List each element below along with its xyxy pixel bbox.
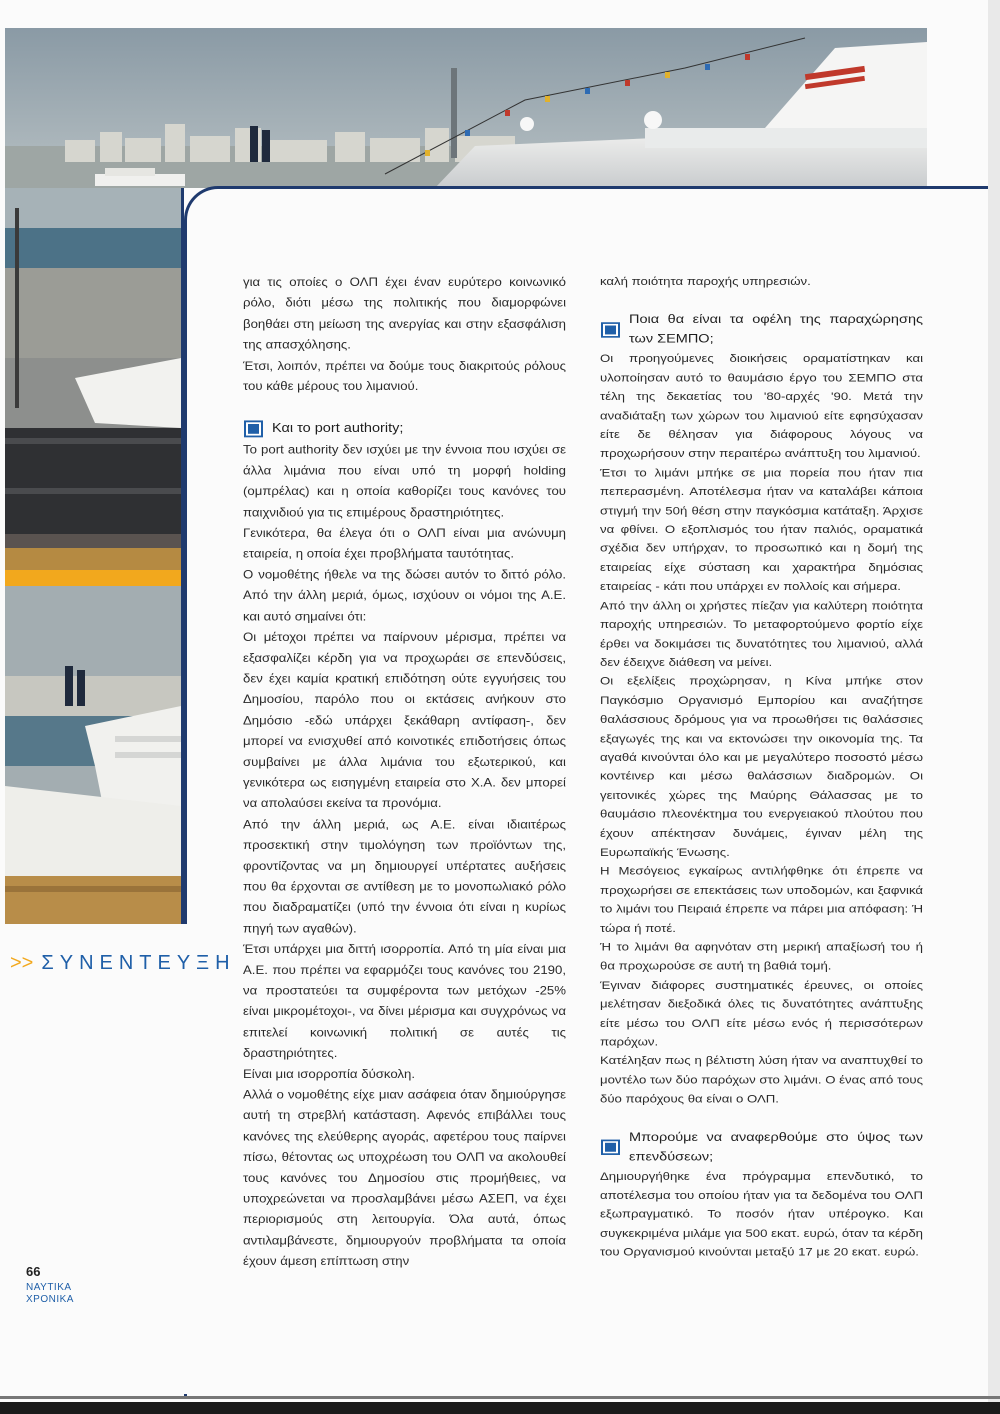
paragraph: Είναι μια ισορροπία δύσκολη. xyxy=(243,1067,416,1081)
square-bullet-icon xyxy=(603,324,618,336)
harbour-photo-top xyxy=(5,28,927,188)
harbour-photo-left-1 xyxy=(5,188,181,570)
section-name: ΣΥΝΕΝΤΕΥΞΗ xyxy=(41,952,236,974)
paragraph: Έτσι το λιμάνι μπήκε σε μια πορεία που ήταν πια πεπερασμένη. Αποτέλεσμα ήταν να καταλάβει κάποια στιγμή την 50ή θέση στην παγκόσμια κατάταξη. Άρχισε να φθίνει. Ο εξοπλισμός του ήταν παλιός, οραματικά σχέδια δεν υπήρχαν, το προσωπικό και η δομή της εταιρείας είχε σύσταση και χαρακτήρα δημόσιας εταιρείας - κάτι που υπάρχει εν πολλοίς και σήμερα. xyxy=(600,466,923,593)
magazine-line-2: ΧΡΟΝΙΚΑ xyxy=(26,1294,74,1305)
paragraph: Οι μέτοχοι πρέπει να παίρνουν μέρισμα, πρέπει να εξασφαλίζει κέρδη για να προχωράει σε επενδύσεις, δεν έχει καμία κρατική επιδότηση ούτε εγγυήσεις του Δημοσίου, παρόλο που οι εκτάσεις ανήκουν στο Δημόσιο -εδώ υπάρχει ξεκάθαρη αντίφαση-, δεν μπορεί να ενισχυθεί από κοινοτικές επιδοτήσεις όπως συμβαίνει με άλλα λιμάνια του εξωτερικού, και γενικότερα ως εισηγμένη εταιρεία στο Χ.Α. δεν μπορεί να απολαύσει εκείνα τα προνόμια. xyxy=(243,630,566,811)
paragraph: Το port authority δεν ισχύει με την έννοια που ισχύει σε άλλα λιμάνια που είναι υπό τη μορφή holding (ομπρέλας) και η οποία καθορίζει τους κανόνες του παιχνιδιού για τις επιμέρους δραστηριότητες. xyxy=(243,443,566,519)
scan-edge-line xyxy=(0,1396,1000,1399)
square-bullet-icon xyxy=(246,422,261,435)
paragraph: Δημιουργήθηκε ένα πρόγραμμα επενδυτικό, το αποτέλεσμα του οποίου ήταν για τα δεδομένα του ΟΛΠ εξωπραγματικό. Το ποσόν ήταν υπέρογκο. Και συγκεκριμένα μιλάμε για 500 εκατ. ευρώ, όταν τα κέρδη του Οργανισμού κινούνται μεταξύ 17 με 20 εκατ. ευρώ. xyxy=(600,1170,923,1259)
question-text: Ποια θα είναι τα οφέλη της παραχώρησης των ΣΕΜΠΟ; xyxy=(629,313,923,347)
scan-edge-bottom xyxy=(0,1402,1000,1414)
paragraph: Ή το λιμάνι θα αφηνόταν στη μερική απαξίωσή του ή θα προχωρούσε σε αυτή τη βαθιά τομή. xyxy=(600,940,923,973)
question-heading xyxy=(600,310,923,349)
question-heading xyxy=(243,418,566,439)
port-quay-illustration xyxy=(5,188,181,570)
question-heading xyxy=(600,1128,923,1167)
page-edge xyxy=(988,0,1000,1414)
paragraph: καλή ποιότητα παροχής υπηρεσιών. xyxy=(600,275,811,288)
paragraph: για τις οποίες ο ΟΛΠ έχει έναν ευρύτερο κοινωνικό ρόλο, διότι μέσω της πολιτικής που διαμορφώνει βοηθάει στη μείωση της ανεργίας και στην εξασφάλιση της απασχόλησης. xyxy=(243,275,566,352)
paragraph: Οι προηγούμενες διοικήσεις οραματίστηκαν και υλοποίησαν αυτό το θαυμάσιο έργο του ΣΕΜΠΟ στα τέλη της δεκαετίας του '80-αρχές '90. Μετά την αναδιάταξη των χώρων του λιμανιού είτε εφησύχασαν είτε δε θέλησαν για διάφορους λόγους να προχωρήσουν στην περαιτέρω ανάπτυξη του λιμανιού. xyxy=(600,352,923,460)
paragraph: Από την άλλη μεριά, ως Α.Ε. είναι ιδιαιτέρως προσεκτική στην τιμολόγηση των προϊόντων της, φροντίζοντας να μη δημιουργεί υπέρτατες αυξήσεις που θα έρχονται σε αντίθεση με το μονοπωλιακό ρόλο που διαδραματίζει (υπό την έννοια ότι είναι η κυρίως πηγή των αγαθών). xyxy=(243,817,566,935)
magazine-line-1: ΝΑΥΤΙΚΑ xyxy=(26,1282,72,1293)
panel-cover xyxy=(184,924,190,1394)
article-column-left xyxy=(243,272,566,1272)
question-text: Και το port authority; xyxy=(272,421,404,436)
paragraph: Έγιναν διάφορες συστηματικές έρευνες, οι οποίες μελέτησαν διεξοδικά όλες τις δυνατότητες ανάπτυξης είτε μέσω του ΟΛΠ είτε μέσω ενός ή περισσότερων παρόχων. xyxy=(600,978,923,1048)
paragraph: Αλλά ο νομοθέτης είχε μιαν ασάφεια όταν δημιούργησε αυτή τη στρεβλή κατάσταση. Αφενός επιβάλλει τους κανόνες της ελεύθερης αγοράς, αφετέρου τους παίρνει πίσω, θέτοντας ως υποχρέωση του ΟΛΠ να ακολουθεί τους κανόνες του Δημοσίου στις προμήθειες, να υποχρεώνεται να προσλαμβάνει μέσω ΑΣΕΠ, να έχει περιορισμούς στη λειτουργία. Όλα αυτά, όπως αντιλαμβάνεστε, δημιουργούν προβλήματα τα οποία έχουν άμεση επίπτωση στην xyxy=(243,1088,566,1268)
chevron-icon: >> xyxy=(10,952,34,974)
paragraph: Κατέληξαν πως η βέλτιστη λύση ήταν να αναπτυχθεί το μοντέλο των δύο παρόχων στο λιμάνι. Ο ένας από τους δύο παρόχους θα είναι ο ΟΛΠ. xyxy=(600,1054,923,1105)
paragraph: Οι εξελίξεις προχώρησαν, η Κίνα μπήκε στον Παγκόσμιο Οργανισμό Εμπορίου και αναζήτησε θαλάσσιους δρόμους για να προωθήσει τις θαλάσσιες εξαγωγές της και να εκτονώσει την οικονομία της. Τα αγαθά κινούνται όλο και με μεγαλύτερο ποσοστό μέσω κοντέινερ και μέσω θαλάσσιων διαδρομών. Οι γειτονικές χώρες της Μαύρης Θάλασσας με το θαυμάσιο πλεονέκτημα του ενεργειακού πλούτου που έχουν απέκτησαν δυνάμεις, έγιναν μέλη της Ευρωπαϊκής Ένωσης. xyxy=(600,675,923,859)
question-text: Μπορούμε να αναφερθούμε στο ύψος των επενδύσεων; xyxy=(629,1131,923,1164)
paragraph: Ο νομοθέτης ήθελε να της δώσει αυτόν το διττό ρόλο. Από την άλλη μεριά, όμως, ισχύουν οι νόμοι της Α.Ε. και αυτό σημαίνει ότι: xyxy=(243,567,566,623)
paragraph: Η Μεσόγειος εγκαίρως αντιλήφθηκε ότι έπρεπε να προχωρήσει σε επεκτάσεις των υποδομών, και ξαφνικά το λιμάνι του Πειραιά έπρεπε να πάρει μια απόφαση: Ή τώρα ή ποτέ. xyxy=(600,865,923,935)
cruise-ship-illustration xyxy=(5,586,181,924)
square-bullet-icon xyxy=(603,1141,618,1153)
paragraph: Γενικότερα, θα έλεγα ότι ο ΟΛΠ είναι μια ανώνυμη εταιρεία, η οποία έχει προβλήματα ταυτότητας. xyxy=(243,526,566,561)
paragraph: Έτσι υπάρχει μια διττή ισορροπία. Από τη μία είναι μια Α.Ε. που πρέπει να εφαρμόζει τους κανόνες του 2190, να προστατεύει τα συμφέροντα των μετόχων -25% είναι μικρομέτοχοι-, να δίνει μέρισμα και συγχρόνως να επιτελεί κοινωνική πολιτική σε αυτές τις δραστηριότητες. xyxy=(243,942,566,1060)
section-label xyxy=(10,952,236,975)
paragraph: Έτσι, λοιπόν, πρέπει να δούμε τους διακριτούς ρόλους του κάθε μέρους του λιμανιού. xyxy=(243,358,566,393)
harbour-photo-left-2 xyxy=(5,586,181,924)
article-column-right xyxy=(600,272,923,1262)
orange-divider-band xyxy=(5,570,181,586)
magazine-name xyxy=(26,1282,74,1306)
harbour-illustration xyxy=(5,28,927,188)
paragraph: Από την άλλη οι χρήστες πίεζαν για καλύτερη ποιότητα παροχής υπηρεσιών. Το μεταφορτούμενο φορτίο είχε έρθει να δοκιμάσει τις δυνατότητες του λιμανιού, αλλά δεν έδειχνε διάθεση να μείνει. xyxy=(600,599,923,669)
page-number: 66 xyxy=(26,1264,41,1279)
